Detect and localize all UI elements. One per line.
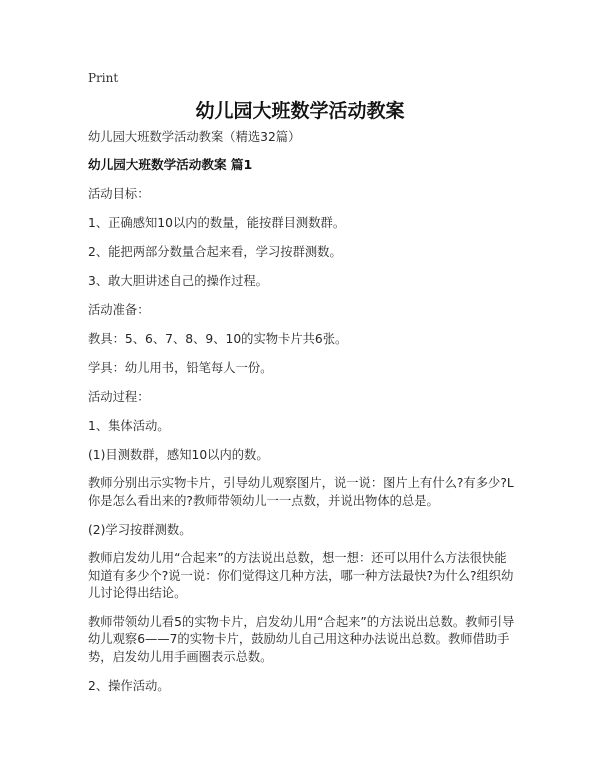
print-link[interactable]: Print [88,71,119,85]
paragraph-objective-1: 1、正确感知10以内的数量，能按群目测数群。 [88,216,346,230]
paragraph-operation-activity: 2、操作活动。 [88,679,170,693]
paragraph-objectives-heading: 活动目标： [88,187,150,201]
document-subtitle: 幼儿园大班数学活动教案（精选32篇） [88,130,301,144]
paragraph-step-2-practice: 教师带领幼儿看5的实物卡片，启发幼儿用“合起来”的方法说出总数。教师引导幼儿观察6——7的实物卡片，鼓励幼儿自己用这种办法说出总数。教师借助手势，启发幼儿用手画圈表示总数。 [88,614,515,664]
paragraph-step-1-detail: 教师分别出示实物卡片，引导幼儿观察图片，说一说：图片上有什么?有多少?L你是怎么看出来的?教师带领幼儿一一点数，并说出物体的总是。 [88,476,514,508]
section-heading: 幼儿园大班数学活动教案 篇1 [88,157,253,172]
paragraph-learning-aids: 学具：幼儿用书，铅笔每人一份。 [88,361,273,375]
paragraph-teaching-aids: 教具：5、6、7、8、9、10的实物卡片共6张。 [88,332,348,346]
paragraph-step-1: (1)目测数群，感知10以内的数。 [88,448,269,462]
paragraph-objective-2: 2、能把两部分数量合起来看，学习按群测数。 [88,245,342,259]
page-title: 幼儿园大班数学活动教案 [195,100,405,122]
paragraph-step-2-detail: 教师启发幼儿用“合起来”的方法说出总数，想一想：还可以用什么方法很快能知道有多少个?说一说：你们觉得这几种方法，哪一种方法最快?为什么?组织幼儿讨论得出结论。 [88,551,514,600]
paragraph-group-activity: 1、集体活动。 [88,419,170,433]
paragraph-step-2: (2)学习按群测数。 [88,523,192,537]
paragraph-preparation-heading: 活动准备： [88,303,150,317]
paragraph-process-heading: 活动过程： [88,390,150,404]
document-body [88,128,518,706]
paragraph-objective-3: 3、敢大胆讲述自己的操作过程。 [88,274,268,288]
